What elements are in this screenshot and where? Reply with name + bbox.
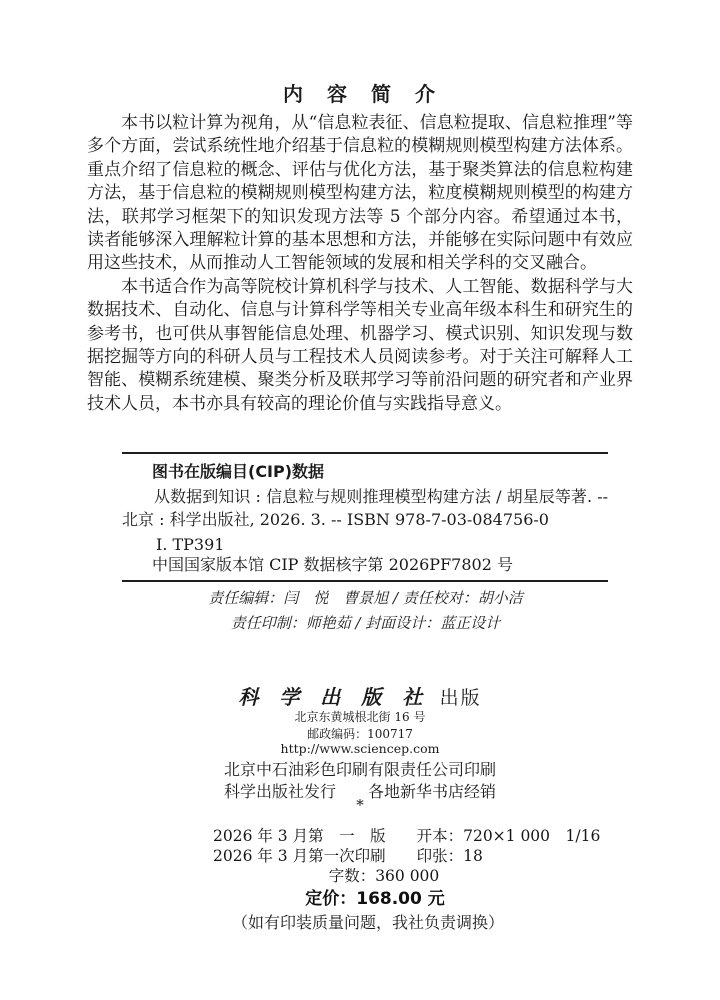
cip-header: 图书在版编目(CIP)数据 [152,462,325,481]
publisher-logo-line [0,681,720,710]
quality-note-line: （如有印装质量问题，我社负责调换） [231,913,504,932]
cip-record: 从数据到知识 : 信息粒与规则推理模型构建方法 / 胡星辰等著. -- 北京 : 科学出版社, 2026. 3. -- ISBN 978-7-03-084756-0 [122,487,608,529]
asterisk-divider: * [356,796,364,814]
printing-design-credit-line: 责任印制：师艳茹 / 封面设计：蓝正设计 [230,614,501,632]
printer-name: 北京中石油彩色印刷有限责任公司印刷 [223,760,496,779]
content-introduction [87,112,633,416]
word-count-line: 字数：360 000 [328,867,440,885]
edition-format-line: 2026 年 3 月第 一 版 开本：720×1 000 1/16 [213,827,601,845]
staff-credits [0,586,720,636]
publisher-logo-script: 科 学 出 版 社 [238,685,430,709]
cip-classification: Ⅰ. TP391 [156,535,225,554]
price-line: 定价：168.00 元 [305,889,445,909]
publisher-website: http://www.sciencep.com [280,741,440,756]
printing-sheets-line: 2026 年 3 月第一次印刷 印张：18 [213,847,483,865]
publisher-address: 北京东黄城根北街 16 号 [294,710,426,724]
intro-paragraph-2: 本书适合作为高等院校计算机科学与技术、人工智能、数据科学与大数据技术、自动化、信息与计算科学等相关专业高年级本科生和研究生的参考书，也可供从事智能信息处理、机器学习、模式识别、知识发现与数据挖掘等方向的科研人员与工程技术人员阅读参考。对于关注可解释人工智能、模糊系统建模、聚类分析及联邦学习等前沿问题的研究者和产业界技术人员，本书亦具有较高的理论价值与实践指导意义。 [87,276,633,414]
distribution-line: 科学出版社发行 各地新华书店经销 [223,782,496,801]
editor-credit-line: 责任编辑：闫 悦 曹景旭 / 责任校对：胡小洁 [208,589,523,607]
intro-paragraph-1: 本书以粒计算为视角，从“信息粒表征、信息粒提取、信息粒推理”等多个方面，尝试系统性地介绍基于信息粒的模糊规则模型构建方法体系。重点介绍了信息粒的概念、评估与优化方法，基于聚类算法的信息粒构建方法，基于信息粒的模糊规则模型构建方法，粒度模糊规则模型的构建方法，联邦学习框架下的知识发现方法等 5 个部分内容。希望通过本书，读者能够深入理解粒计算的基本思想和方法，并能够在实际问题中有效应用这些技术，从而推动人工智能领域的发展和相关学科的交叉融合。 [87,113,633,274]
page-title: 内 容 简 介 [283,82,437,106]
publisher-postcode: 邮政编码：100717 [307,727,413,741]
cip-data-block [122,452,608,582]
publisher-logo-suffix: 出版 [439,687,482,709]
cip-verification-number: 中国国家版本馆 CIP 数据核字第 2026PF7802 号 [152,555,513,574]
